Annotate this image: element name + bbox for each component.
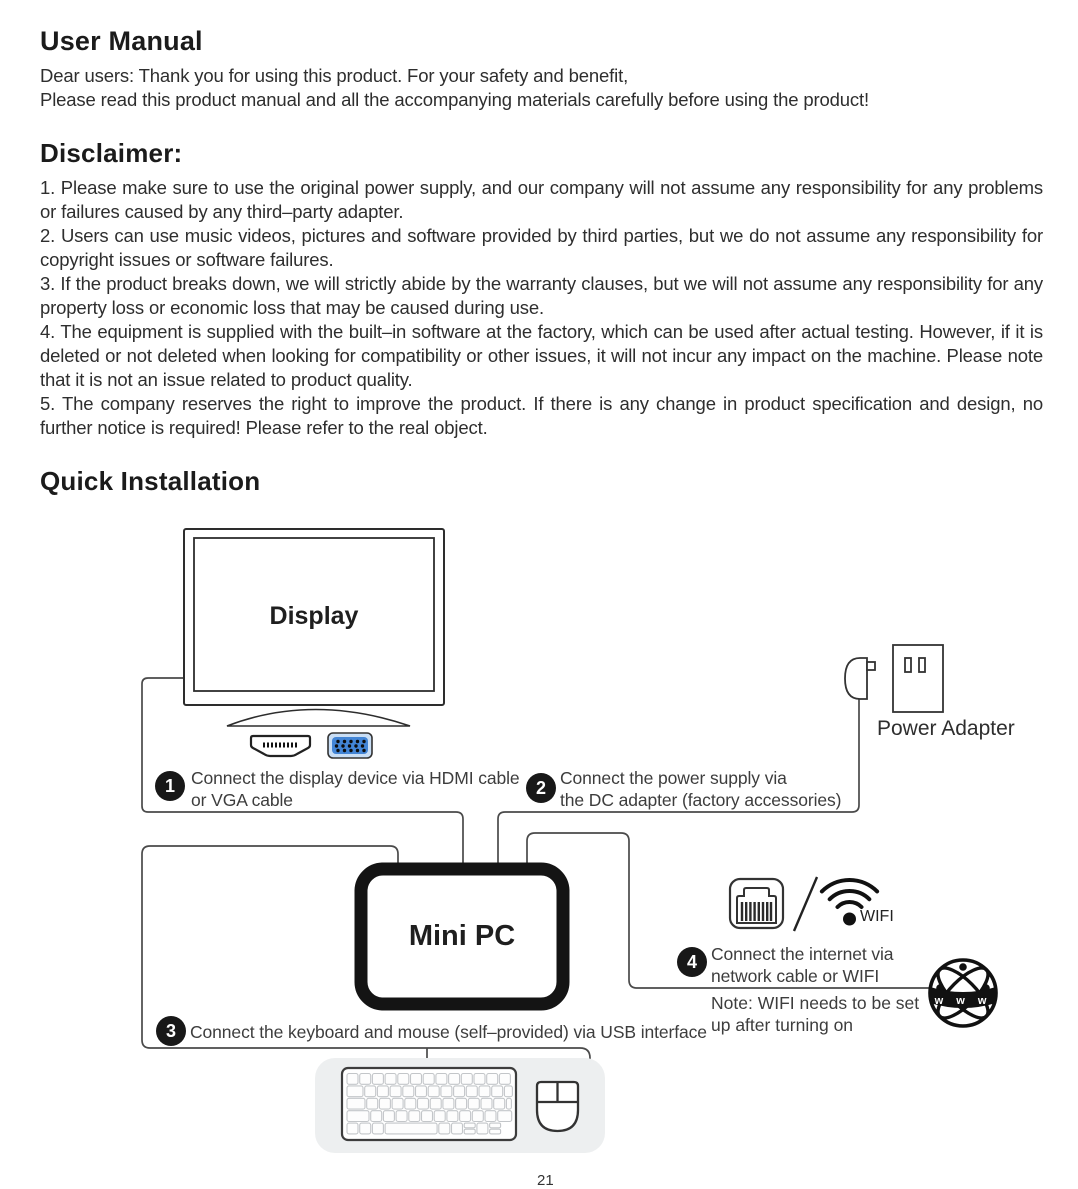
disclaimer-item: 4. The equipment is supplied with the built–in software at the factory, which can be used after actual testing. However, if it is deleted or not deleted when looking for compatibility or other issues, it will not incur any impact on the machine. Please note that it is not an issue related to product quality.	[40, 321, 1043, 390]
step-1-line-2: or VGA cable	[191, 789, 293, 810]
disclaimer-item: 3. If the product breaks down, we will strictly abide by the warranty clauses, but we will not assume any responsibility for any property loss or economic loss that may be caused during use.	[40, 273, 1043, 318]
step-4-line-2: network cable or WIFI	[711, 965, 880, 986]
wifi-note-line-1: Note: WIFI needs to be set	[711, 993, 920, 1013]
wifi-label: WIFI	[860, 908, 894, 925]
step-1-badge: 1	[155, 771, 185, 801]
disclaimer-heading: Disclaimer:	[40, 138, 183, 168]
step-3-badge: 3	[156, 1016, 186, 1046]
quick-installation-heading: Quick Installation	[40, 466, 261, 496]
disclaimer-item: 5. The company reserves the right to improve the product. If there is any change in product specification and design, no further notice is required! Please refer to the real object.	[40, 393, 1043, 438]
intro-line-2: Please read this product manual and all the accompanying materials carefully before using the product!	[40, 89, 869, 110]
hdmi-connector-icon	[251, 736, 310, 756]
wifi-note	[711, 993, 919, 1036]
step-4-line-1: Connect the internet via	[711, 944, 894, 964]
step-4-text	[711, 944, 893, 987]
power-outlet-icon	[893, 645, 943, 712]
step-2-line-1: Connect the power supply via	[560, 768, 787, 788]
step-2-badge: 2	[526, 773, 556, 803]
step-1-text	[191, 768, 520, 811]
keyboard-icon	[342, 1068, 516, 1140]
www-label: w w w	[934, 995, 992, 1007]
step-3-text: Connect the keyboard and mouse (self–provided) via USB interface	[190, 1022, 707, 1042]
step-2-line-2: the DC adapter (factory accessories)	[560, 789, 842, 810]
power-adapter-label: Power Adapter	[877, 717, 1015, 740]
monitor-stand	[227, 710, 410, 727]
mouse-icon	[537, 1082, 578, 1131]
step-1-line-1: Connect the display device via HDMI cable	[191, 768, 520, 788]
wifi-note-line-2: up after turning on	[711, 1014, 854, 1035]
globe-www-icon	[930, 960, 996, 1026]
page-title: User Manual	[40, 26, 203, 56]
disclaimer-item: 1. Please make sure to use the original power supply, and our company will not assume any responsibility for any problems or failures caused by any third–party adapter.	[40, 177, 1043, 222]
display-label: Display	[269, 602, 359, 630]
disclaimer-item: 2. Users can use music videos, pictures and software provided by third parties, but we do not assume any responsibility for copyright issues or software failures.	[40, 225, 1043, 270]
vga-connector-icon	[328, 733, 372, 758]
mini-pc-label: Mini PC	[408, 920, 516, 952]
step-2-text	[560, 768, 841, 811]
step-4-badge: 4	[677, 947, 707, 977]
ethernet-port-icon	[730, 879, 783, 928]
intro-line-1: Dear users: Thank you for using this product. For your safety and benefit,	[40, 65, 629, 86]
page-number: 21	[537, 1172, 554, 1189]
power-plug-icon	[845, 658, 875, 699]
slash-divider	[794, 877, 817, 931]
